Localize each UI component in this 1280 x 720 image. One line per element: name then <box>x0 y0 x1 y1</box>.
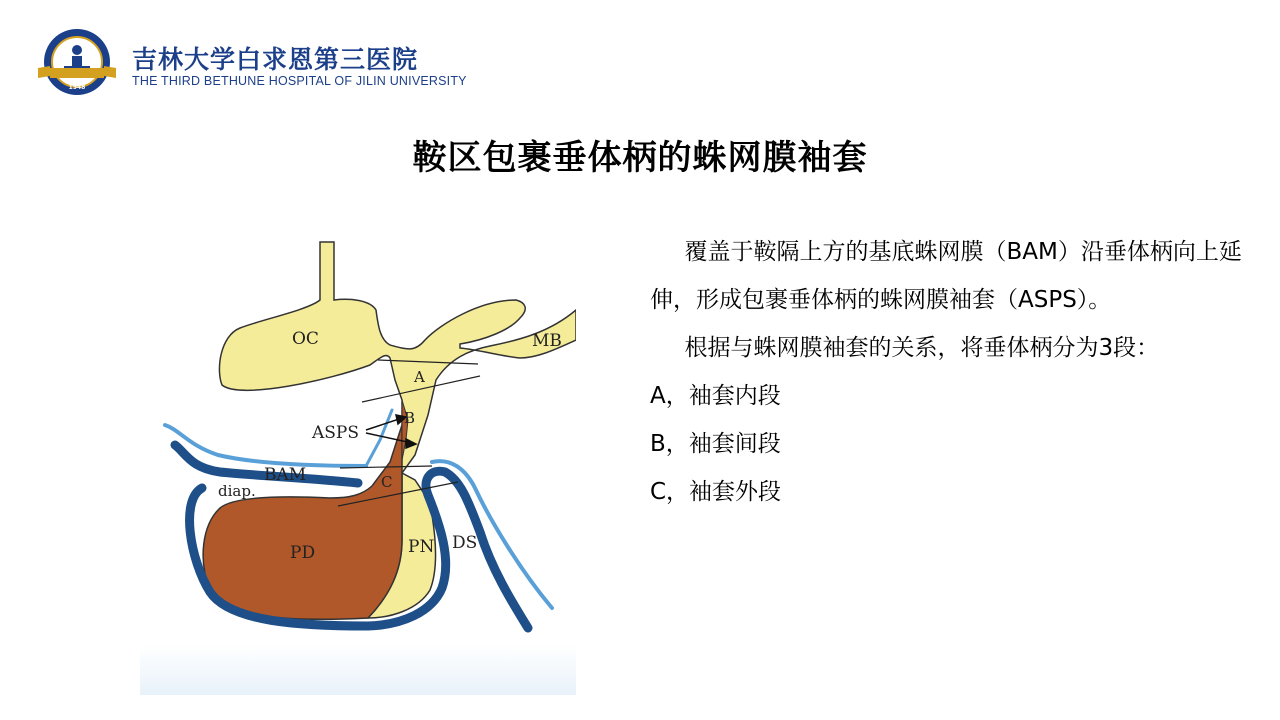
segment-item-a: A，袖套内段 <box>650 383 781 409</box>
segment-item-c: C，袖套外段 <box>650 479 782 505</box>
label-pn: PN <box>408 537 435 557</box>
label-a: A <box>414 368 425 386</box>
slide-title: 鞍区包裹垂体柄的蛛网膜袖套 <box>412 138 868 178</box>
label-bam: BAM <box>264 465 307 485</box>
label-pd: PD <box>290 543 316 563</box>
body-text <box>650 228 1250 516</box>
label-c: C <box>381 473 393 491</box>
logo-year: 1948 <box>68 84 86 91</box>
paragraph-segments-intro: 根据与蛛网膜袖套的关系，将垂体柄分为3段： <box>684 335 1160 361</box>
sellar-region-diagram <box>140 240 576 695</box>
figure-bottom-fade <box>140 645 576 695</box>
hospital-name-en: THE THIRD BETHUNE HOSPITAL OF JILIN UNIVERSITY <box>132 74 467 88</box>
hospital-logo <box>36 26 118 102</box>
label-mb: MB <box>532 331 562 351</box>
label-diap: diap. <box>218 482 256 500</box>
label-b: B <box>404 409 416 427</box>
segment-item-b: B，袖套间段 <box>650 431 781 457</box>
label-asps: ASPS <box>312 423 360 443</box>
label-ds: DS <box>452 533 478 553</box>
paragraph-asps-definition: 覆盖于鞍隔上方的基底蛛网膜（BAM）沿垂体柄向上延伸，形成包裹垂体柄的蛛网膜袖套（ASPS）。 <box>650 239 1242 313</box>
label-oc: OC <box>292 329 319 349</box>
hospital-name-cn: 吉林大学白求恩第三医院 <box>132 45 419 74</box>
